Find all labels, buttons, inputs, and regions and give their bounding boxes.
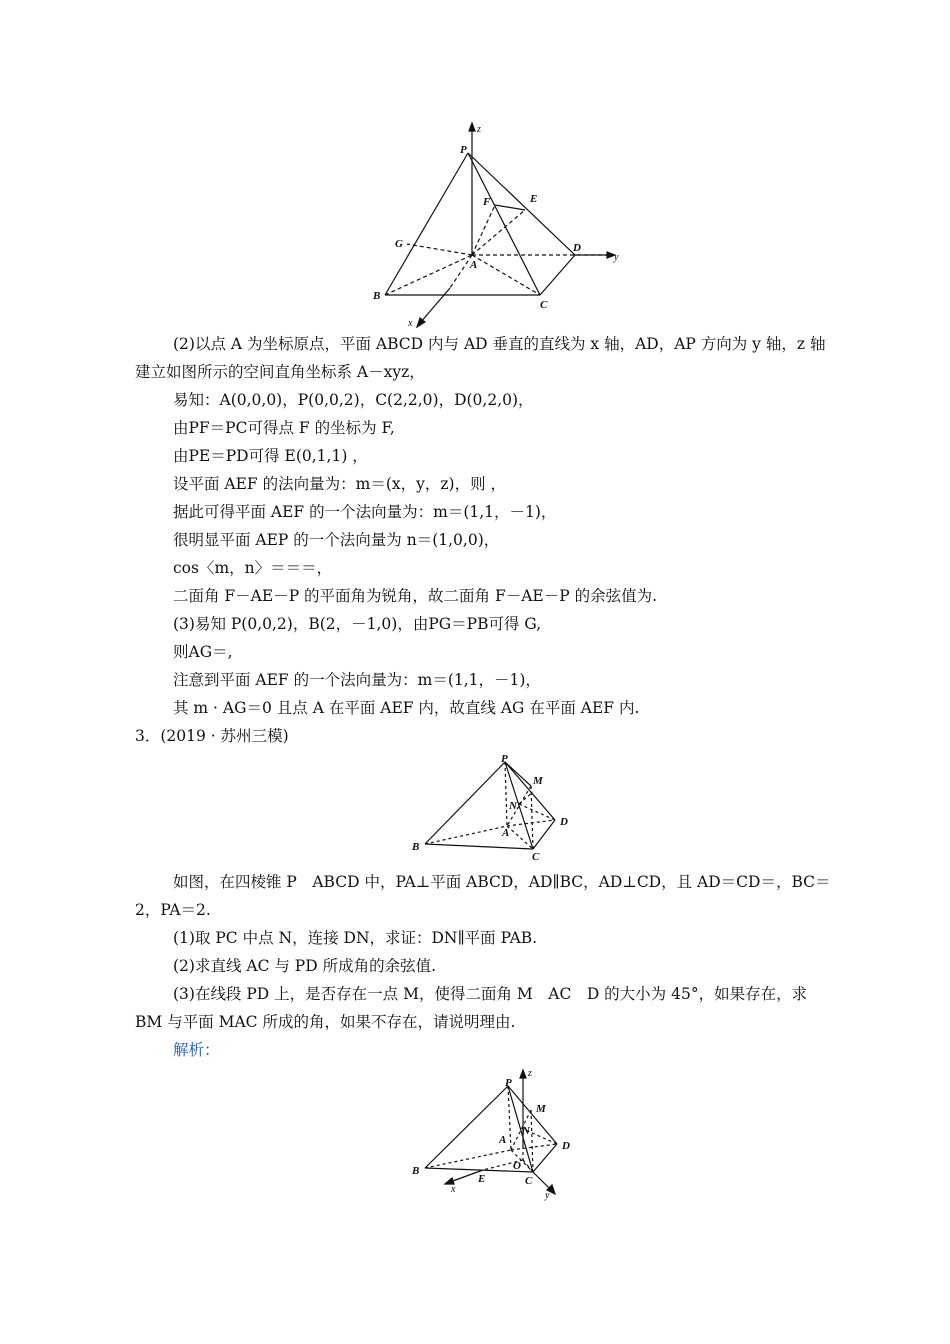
figure-pyramid-3 xyxy=(405,1064,585,1209)
fig1-label-f: F xyxy=(483,196,491,208)
p3-line-5: (3)在线段 PD 上，是否存在一点 M，使得二面角 M AC D 的大小为 45°，如果存在，求 xyxy=(173,985,808,1003)
figure-pyramid-1 xyxy=(365,118,635,328)
sol-line-9: cos〈m，n〉＝＝＝， xyxy=(173,559,333,577)
fig3-label-m: M xyxy=(536,1103,546,1115)
fig2-label-d: D xyxy=(560,816,568,828)
figure-pyramid-2 xyxy=(405,752,585,862)
sol-line-12: 则AG＝, xyxy=(173,643,233,661)
fig3-label-z: z xyxy=(528,1068,532,1079)
sol-line-2: 建立如图所示的空间直角坐标系 A－xyz， xyxy=(135,363,425,381)
sol-line-10: 二面角 F－AE－P 的平面角为锐角，故二面角 F－AE－P 的余弦值为. xyxy=(173,587,658,605)
p3-line-1: 如图，在四棱锥 P ABCD 中，PA⊥平面 ABCD，AD∥BC，AD⊥CD，且 AD＝CD＝，BC＝ xyxy=(173,873,831,891)
fig1-label-p: P xyxy=(460,144,467,156)
sol-line-7: 据此可得平面 AEF 的一个法向量为：m＝(1,1，－1)， xyxy=(173,503,557,521)
problem3-heading: 3．(2019 · 苏州三模) xyxy=(135,727,289,745)
fig3-label-d: D xyxy=(562,1140,570,1152)
fig2-label-n: N xyxy=(509,800,517,812)
fig1-label-d: D xyxy=(573,242,581,254)
fig1-label-z: z xyxy=(477,124,481,135)
fig3-label-c: C xyxy=(525,1175,533,1187)
sol-line-8: 很明显平面 AEP 的一个法向量为 n＝(1,0,0)， xyxy=(173,531,500,549)
fig1-label-e: E xyxy=(530,193,538,205)
sol-line-13: 注意到平面 AEF 的一个法向量为：m＝(1,1，－1)， xyxy=(173,671,541,689)
fig3-label-e: E xyxy=(478,1173,486,1185)
fig1-label-b: B xyxy=(373,290,381,302)
fig2-label-c: C xyxy=(532,851,540,862)
fig2-label-b: B xyxy=(412,841,420,853)
fig3-label-p: P xyxy=(505,1077,512,1089)
fig1-label-y: y xyxy=(614,252,619,263)
fig1-label-a: A xyxy=(470,259,478,271)
sol-line-1: (2)以点 A 为坐标原点，平面 ABCD 内与 AD 垂直的直线为 x 轴，AD，AP 方向为 y 轴，z 轴 xyxy=(173,335,826,353)
analysis-label: 解析： xyxy=(173,1041,220,1059)
p3-line-4: (2)求直线 AC 与 PD 所成角的余弦值. xyxy=(173,957,437,975)
fig3-label-a: A xyxy=(499,1134,507,1146)
p3-line-3: (1)取 PC 中点 N，连接 DN，求证：DN∥平面 PAB. xyxy=(173,929,538,947)
sol-line-11: (3)易知 P(0,0,2)，B(2，－1,0)，由PG＝PB可得 G, xyxy=(173,615,542,633)
sol-line-6: 设平面 AEF 的法向量为：m＝(x，y，z)，则 ， xyxy=(173,475,507,493)
fig1-label-g: G xyxy=(395,238,403,250)
sol-line-5: 由PE＝PD可得 E(0,1,1) ， xyxy=(173,447,368,465)
p3-line-6: BM 与平面 MAC 所成的角，如果不存在，请说明理由. xyxy=(135,1013,516,1031)
fig3-label-o: O xyxy=(513,1160,521,1172)
fig3-label-x: x xyxy=(451,1184,456,1195)
fig2-label-a: A xyxy=(502,827,510,839)
fig1-label-c: C xyxy=(540,299,548,311)
fig2-label-m: M xyxy=(533,775,543,787)
fig3-label-n: N xyxy=(522,1125,530,1137)
p3-line-2: 2，PA＝2. xyxy=(135,901,211,919)
sol-line-14: 其 m · AG＝0 且点 A 在平面 AEF 内，故直线 AG 在平面 AEF 内. xyxy=(173,699,640,717)
fig3-label-b: B xyxy=(412,1165,420,1177)
fig1-label-x: x xyxy=(408,318,413,328)
fig2-label-p: P xyxy=(501,753,508,765)
fig3-label-y: y xyxy=(545,1190,550,1201)
sol-line-3: 易知：A(0,0,0)，P(0,0,2)，C(2,2,0)，D(0,2,0)， xyxy=(173,391,534,409)
sol-line-4: 由PF＝PC可得点 F 的坐标为 F, xyxy=(173,419,395,437)
